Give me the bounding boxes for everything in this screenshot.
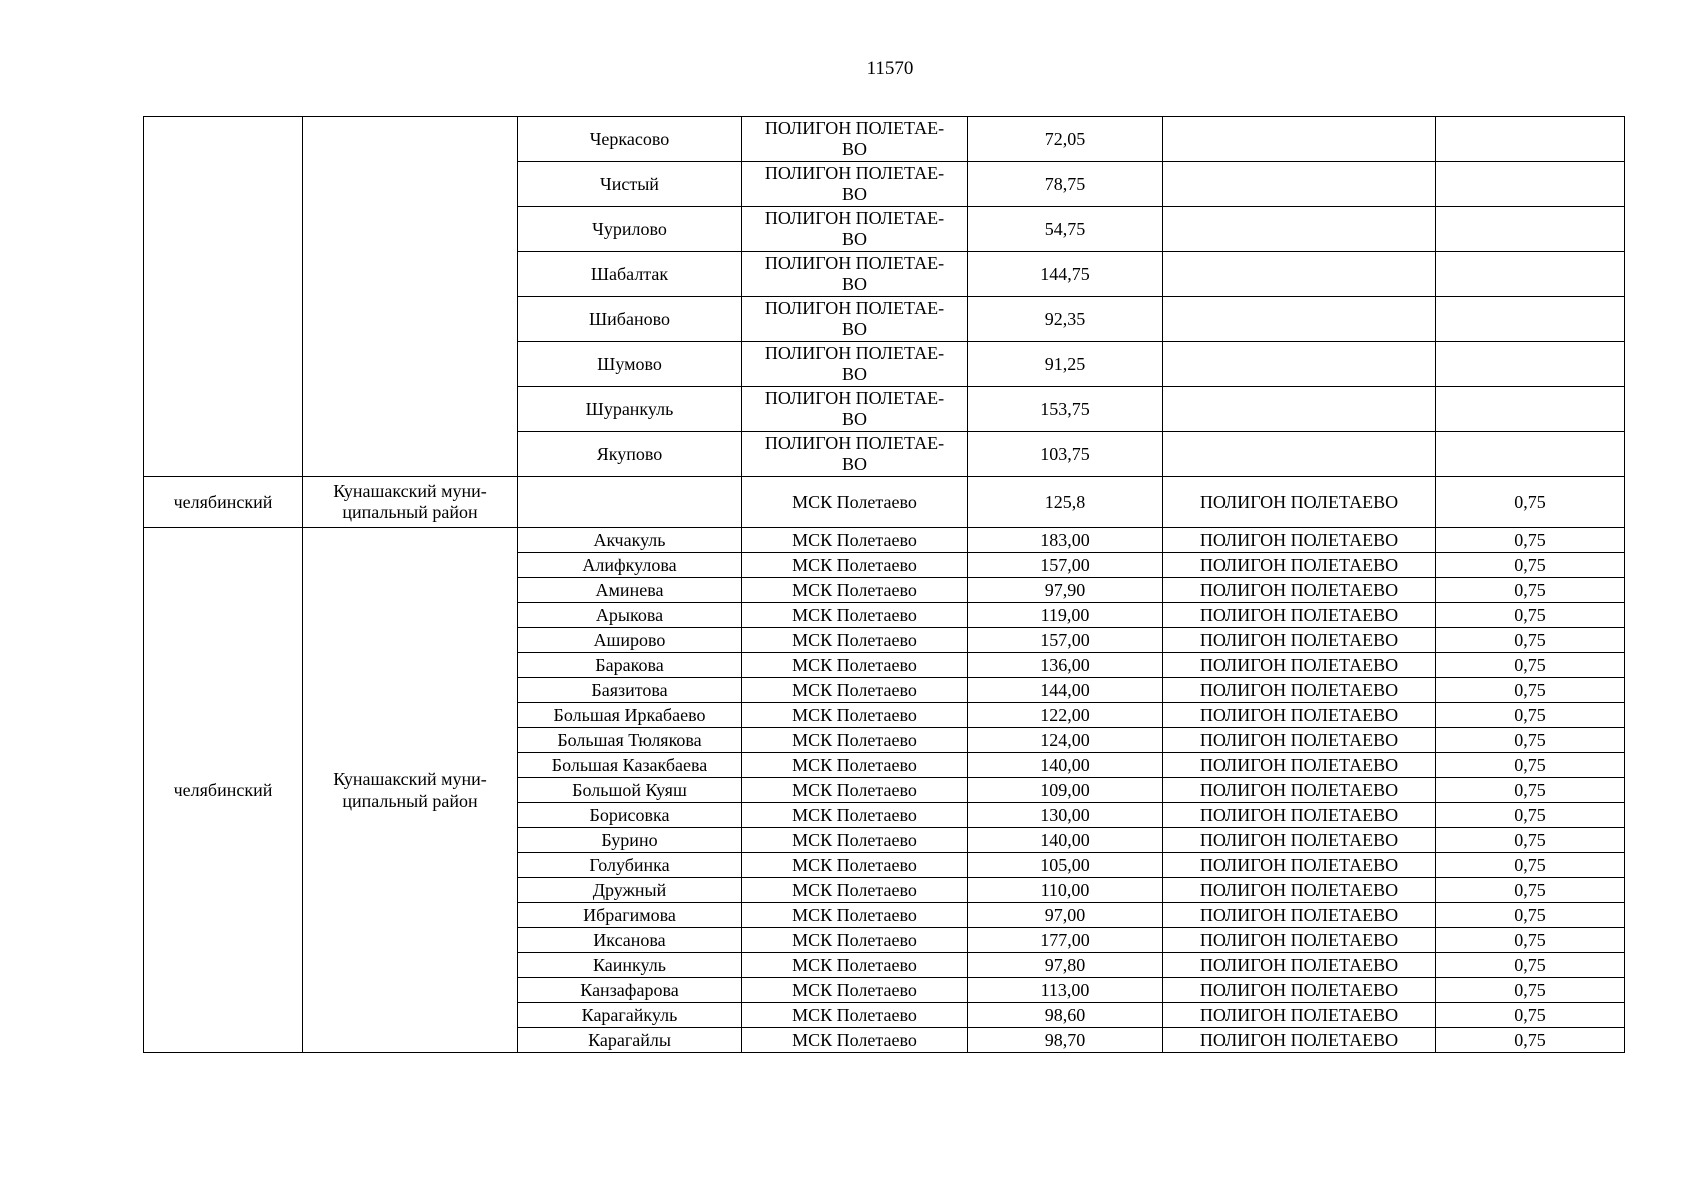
municipality-cell-empty xyxy=(303,117,518,477)
facility-cell: ПОЛИГОН ПОЛЕТАЕВО xyxy=(1163,678,1436,703)
settlement-cell: Черкасово xyxy=(518,117,742,162)
settlement-cell: Каинкуль xyxy=(518,953,742,978)
distance-cell: 78,75 xyxy=(968,162,1163,207)
page-number: 11570 xyxy=(866,58,914,79)
distance-cell: 157,00 xyxy=(968,553,1163,578)
operator-cell: ПОЛИГОН ПОЛЕТАЕ- ВО xyxy=(742,387,968,432)
distance-cell: 98,70 xyxy=(968,1028,1163,1053)
operator-cell: МСК Полетаево xyxy=(742,578,968,603)
facility-cell: ПОЛИГОН ПОЛЕТАЕВО xyxy=(1163,778,1436,803)
distance-cell: 144,75 xyxy=(968,252,1163,297)
coefficient-cell: 0,75 xyxy=(1436,803,1625,828)
settlement-cell: Ибрагимова xyxy=(518,903,742,928)
distance-cell: 144,00 xyxy=(968,678,1163,703)
coefficient-cell: 0,75 xyxy=(1436,603,1625,628)
settlement-cell: Аширово xyxy=(518,628,742,653)
coefficient-cell: 0,75 xyxy=(1436,978,1625,1003)
distance-cell: 125,8 xyxy=(968,477,1163,528)
distance-cell: 105,00 xyxy=(968,853,1163,878)
region-cell: челябинский xyxy=(144,528,303,1053)
coefficient-cell-empty xyxy=(1436,162,1625,207)
waste-route-table xyxy=(143,116,1625,1053)
facility-cell: ПОЛИГОН ПОЛЕТАЕВО xyxy=(1163,978,1436,1003)
operator-cell: МСК Полетаево xyxy=(742,703,968,728)
settlement-cell: Иксанова xyxy=(518,928,742,953)
facility-cell-empty xyxy=(1163,432,1436,477)
coefficient-cell: 0,75 xyxy=(1436,628,1625,653)
distance-cell: 109,00 xyxy=(968,778,1163,803)
coefficient-cell: 0,75 xyxy=(1436,953,1625,978)
coefficient-cell: 0,75 xyxy=(1436,903,1625,928)
distance-cell: 92,35 xyxy=(968,297,1163,342)
coefficient-cell: 0,75 xyxy=(1436,678,1625,703)
facility-cell: ПОЛИГОН ПОЛЕТАЕВО xyxy=(1163,803,1436,828)
distance-cell: 140,00 xyxy=(968,753,1163,778)
facility-cell: ПОЛИГОН ПОЛЕТАЕВО xyxy=(1163,653,1436,678)
facility-cell: ПОЛИГОН ПОЛЕТАЕВО xyxy=(1163,953,1436,978)
settlement-cell: Аминева xyxy=(518,578,742,603)
coefficient-cell: 0,75 xyxy=(1436,653,1625,678)
operator-cell: МСК Полетаево xyxy=(742,528,968,553)
coefficient-cell: 0,75 xyxy=(1436,703,1625,728)
settlement-cell xyxy=(518,477,742,528)
operator-cell: МСК Полетаево xyxy=(742,803,968,828)
facility-cell-empty xyxy=(1163,297,1436,342)
operator-cell: МСК Полетаево xyxy=(742,853,968,878)
municipality-cell: Кунашакский муни- ципальный район xyxy=(303,477,518,528)
settlement-cell: Чурилово xyxy=(518,207,742,252)
settlement-cell: Бурино xyxy=(518,828,742,853)
settlement-cell: Карагайлы xyxy=(518,1028,742,1053)
distance-cell: 110,00 xyxy=(968,878,1163,903)
settlement-cell: Большой Куяш xyxy=(518,778,742,803)
settlement-cell: Шумово xyxy=(518,342,742,387)
settlement-cell: Канзафарова xyxy=(518,978,742,1003)
coefficient-cell: 0,75 xyxy=(1436,878,1625,903)
facility-cell-empty xyxy=(1163,387,1436,432)
settlement-cell: Шуранкуль xyxy=(518,387,742,432)
facility-cell: ПОЛИГОН ПОЛЕТАЕВО xyxy=(1163,553,1436,578)
settlement-cell: Дружный xyxy=(518,878,742,903)
operator-cell: МСК Полетаево xyxy=(742,828,968,853)
distance-cell: 140,00 xyxy=(968,828,1163,853)
settlement-cell: Большая Тюлякова xyxy=(518,728,742,753)
coefficient-cell-empty xyxy=(1436,207,1625,252)
facility-cell: ПОЛИГОН ПОЛЕТАЕВО xyxy=(1163,853,1436,878)
operator-cell: ПОЛИГОН ПОЛЕТАЕ- ВО xyxy=(742,342,968,387)
settlement-cell: Борисовка xyxy=(518,803,742,828)
facility-cell: ПОЛИГОН ПОЛЕТАЕВО xyxy=(1163,578,1436,603)
facility-cell-empty xyxy=(1163,252,1436,297)
operator-cell: МСК Полетаево xyxy=(742,628,968,653)
facility-cell: ПОЛИГОН ПОЛЕТАЕВО xyxy=(1163,903,1436,928)
distance-cell: 97,90 xyxy=(968,578,1163,603)
coefficient-cell-empty xyxy=(1436,297,1625,342)
distance-cell: 130,00 xyxy=(968,803,1163,828)
operator-cell: ПОЛИГОН ПОЛЕТАЕ- ВО xyxy=(742,432,968,477)
settlement-cell: Акчакуль xyxy=(518,528,742,553)
operator-cell: МСК Полетаево xyxy=(742,1028,968,1053)
distance-cell: 124,00 xyxy=(968,728,1163,753)
facility-cell-empty xyxy=(1163,162,1436,207)
settlement-cell: Баязитова xyxy=(518,678,742,703)
coefficient-cell-empty xyxy=(1436,117,1625,162)
operator-cell: МСК Полетаево xyxy=(742,778,968,803)
facility-cell: ПОЛИГОН ПОЛЕТАЕВО xyxy=(1163,1028,1436,1053)
settlement-cell: Арыкова xyxy=(518,603,742,628)
facility-cell-empty xyxy=(1163,342,1436,387)
operator-cell: МСК Полетаево xyxy=(742,953,968,978)
region-cell: челябинский xyxy=(144,477,303,528)
facility-cell: ПОЛИГОН ПОЛЕТАЕВО xyxy=(1163,1003,1436,1028)
distance-cell: 183,00 xyxy=(968,528,1163,553)
facility-cell-empty xyxy=(1163,207,1436,252)
facility-cell: ПОЛИГОН ПОЛЕТАЕВО xyxy=(1163,528,1436,553)
settlement-cell: Карагайкуль xyxy=(518,1003,742,1028)
coefficient-cell: 0,75 xyxy=(1436,778,1625,803)
coefficient-cell: 0,75 xyxy=(1436,753,1625,778)
settlement-cell: Шибаново xyxy=(518,297,742,342)
distance-cell: 119,00 xyxy=(968,603,1163,628)
facility-cell: ПОЛИГОН ПОЛЕТАЕВО xyxy=(1163,477,1436,528)
distance-cell: 54,75 xyxy=(968,207,1163,252)
operator-cell: ПОЛИГОН ПОЛЕТАЕ- ВО xyxy=(742,297,968,342)
operator-cell: ПОЛИГОН ПОЛЕТАЕ- ВО xyxy=(742,162,968,207)
settlement-cell: Большая Казакбаева xyxy=(518,753,742,778)
coefficient-cell: 0,75 xyxy=(1436,928,1625,953)
settlement-cell: Голубинка xyxy=(518,853,742,878)
coefficient-cell: 0,75 xyxy=(1436,728,1625,753)
settlement-cell: Баракова xyxy=(518,653,742,678)
municipality-cell: Кунашакский муни- ципальный район xyxy=(303,528,518,1053)
facility-cell-empty xyxy=(1163,117,1436,162)
settlement-cell: Чистый xyxy=(518,162,742,207)
coefficient-cell-empty xyxy=(1436,252,1625,297)
coefficient-cell: 0,75 xyxy=(1436,578,1625,603)
coefficient-cell-empty xyxy=(1436,432,1625,477)
facility-cell: ПОЛИГОН ПОЛЕТАЕВО xyxy=(1163,603,1436,628)
coefficient-cell: 0,75 xyxy=(1436,1003,1625,1028)
facility-cell: ПОЛИГОН ПОЛЕТАЕВО xyxy=(1163,628,1436,653)
facility-cell: ПОЛИГОН ПОЛЕТАЕВО xyxy=(1163,703,1436,728)
distance-cell: 91,25 xyxy=(968,342,1163,387)
region-cell-empty xyxy=(144,117,303,477)
distance-cell: 72,05 xyxy=(968,117,1163,162)
district-row xyxy=(144,477,1625,528)
operator-cell: МСК Полетаево xyxy=(742,978,968,1003)
coefficient-cell-empty xyxy=(1436,342,1625,387)
coefficient-cell: 0,75 xyxy=(1436,477,1625,528)
facility-cell: ПОЛИГОН ПОЛЕТАЕВО xyxy=(1163,753,1436,778)
coefficient-cell-empty xyxy=(1436,387,1625,432)
operator-cell: МСК Полетаево xyxy=(742,1003,968,1028)
table-row xyxy=(144,528,1625,553)
operator-cell: МСК Полетаево xyxy=(742,603,968,628)
facility-cell: ПОЛИГОН ПОЛЕТАЕВО xyxy=(1163,878,1436,903)
coefficient-cell: 0,75 xyxy=(1436,553,1625,578)
settlement-cell: Алифкулова xyxy=(518,553,742,578)
distance-cell: 103,75 xyxy=(968,432,1163,477)
operator-cell: ПОЛИГОН ПОЛЕТАЕ- ВО xyxy=(742,207,968,252)
distance-cell: 153,75 xyxy=(968,387,1163,432)
settlement-cell: Большая Иркабаево xyxy=(518,703,742,728)
facility-cell: ПОЛИГОН ПОЛЕТАЕВО xyxy=(1163,928,1436,953)
facility-cell: ПОЛИГОН ПОЛЕТАЕВО xyxy=(1163,828,1436,853)
distance-cell: 113,00 xyxy=(968,978,1163,1003)
operator-cell: МСК Полетаево xyxy=(742,553,968,578)
operator-cell: МСК Полетаево xyxy=(742,477,968,528)
distance-cell: 177,00 xyxy=(968,928,1163,953)
distance-cell: 97,00 xyxy=(968,903,1163,928)
settlement-cell: Шабалтак xyxy=(518,252,742,297)
operator-cell: МСК Полетаево xyxy=(742,653,968,678)
operator-cell: МСК Полетаево xyxy=(742,678,968,703)
distance-cell: 98,60 xyxy=(968,1003,1163,1028)
coefficient-cell: 0,75 xyxy=(1436,853,1625,878)
coefficient-cell: 0,75 xyxy=(1436,528,1625,553)
operator-cell: МСК Полетаево xyxy=(742,903,968,928)
operator-cell: МСК Полетаево xyxy=(742,753,968,778)
distance-cell: 157,00 xyxy=(968,628,1163,653)
coefficient-cell: 0,75 xyxy=(1436,828,1625,853)
facility-cell: ПОЛИГОН ПОЛЕТАЕВО xyxy=(1163,728,1436,753)
operator-cell: МСК Полетаево xyxy=(742,878,968,903)
operator-cell: МСК Полетаево xyxy=(742,928,968,953)
distance-cell: 122,00 xyxy=(968,703,1163,728)
coefficient-cell: 0,75 xyxy=(1436,1028,1625,1053)
settlement-cell: Якупово xyxy=(518,432,742,477)
operator-cell: ПОЛИГОН ПОЛЕТАЕ- ВО xyxy=(742,117,968,162)
distance-cell: 136,00 xyxy=(968,653,1163,678)
table-row xyxy=(144,117,1625,162)
distance-cell: 97,80 xyxy=(968,953,1163,978)
operator-cell: ПОЛИГОН ПОЛЕТАЕ- ВО xyxy=(742,252,968,297)
operator-cell: МСК Полетаево xyxy=(742,728,968,753)
